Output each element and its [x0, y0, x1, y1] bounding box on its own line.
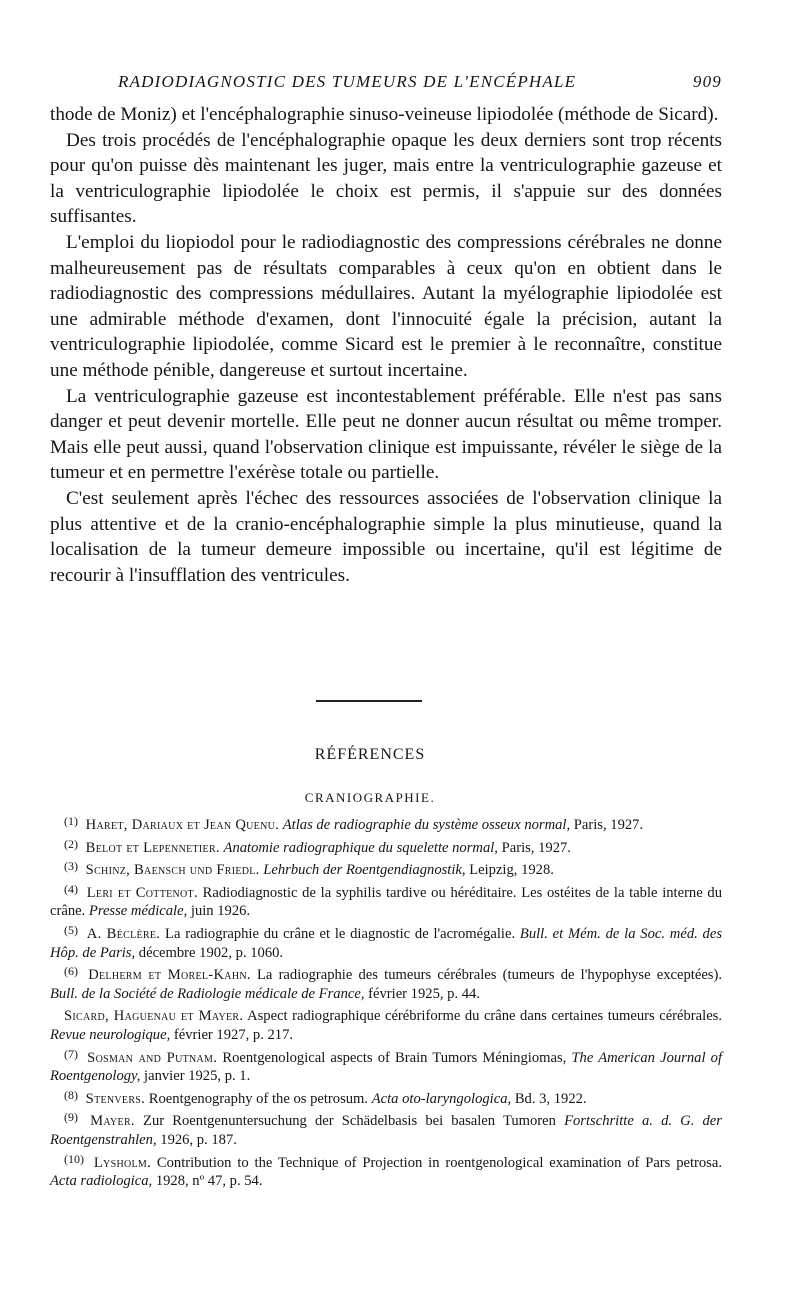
reference-authors: Sosman and Putnam.: [87, 1049, 218, 1066]
reference-number: (6): [64, 964, 78, 979]
reference-text: Roentgenography of the os petrosum.: [148, 1090, 369, 1107]
reference-item: [50, 816, 722, 835]
reference-text: La radiographie du crâne et le diagnostic de l'acromégalie.: [165, 925, 516, 942]
reference-authors: Stenvers.: [85, 1090, 146, 1107]
paragraph: C'est seulement après l'échec des ressources associées de l'observation clinique la plus attentive et de la cranio-encéphalographie simple la plus minutieuse, quand la localisation de la tumeur demeure impossible ou incertaine, qu'il est légitime de recourir à l'insufflation des ventricules.: [50, 487, 722, 586]
reference-item: [50, 966, 722, 1003]
reference-authors: Sicard, Haguenau et Mayer.: [64, 1008, 244, 1025]
reference-journal: Fortschritte a. d. G. der Roentgenstrahlen,: [50, 1113, 722, 1148]
reference-authors: Schinz, Baensch und Friedl.: [85, 862, 260, 879]
running-title: RADIODIAGNOSTIC DES TUMEURS DE L'ENCÉPHALE: [118, 72, 577, 91]
reference-authors: Delherm et Morel-Kahn.: [88, 967, 251, 984]
reference-number: (10): [64, 1151, 84, 1166]
reference-item: [50, 881, 722, 921]
paragraph: Des trois procédés de l'encéphalographie opaque les deux derniers sont trop récents pour qu'on puisse dès maintenant les juger, mais entre la ventriculographie gazeuse et la ventriculographie lipiodolée le choix est permis, il s'appuie sur des données suffisantes.: [50, 129, 722, 228]
body-text: [50, 102, 722, 588]
reference-authors: Belot et Lepennetier.: [85, 839, 220, 856]
reference-text: Paris, 1927.: [573, 817, 644, 833]
reference-title: Atlas de radiographie du système osseux normal,: [282, 817, 571, 833]
reference-item: [50, 1007, 722, 1044]
references-subtitle: CRANIOGRAPHIE.: [304, 790, 436, 805]
reference-details: février 1925, p. 44.: [368, 985, 480, 1002]
reference-item: [50, 1087, 722, 1109]
reference-item: [50, 922, 723, 962]
reference-journal: Acta oto-laryngologica,: [371, 1090, 512, 1107]
paragraph: L'emploi du liopiodol pour le radiodiagnostic des compressions cérébrales ne donne malheureusement pas de résultats comparables à ceux qu'on en obtient dans le radiodiagnostic des compressions médullaires. Autant la myélographie lipiodolée est une admirable méthode d'examen, dont l'innocuité égale la précision, autant la ventriculographie lipiodolée, comme Sicard est le premier à le reconnaître, constitue une méthode pénible, dangereuse et surtout incertaine.: [50, 231, 722, 381]
reference-item: [50, 836, 722, 858]
reference-text: Contribution to the Technique of Projection in roentgenological examination of Pars petrosa.: [156, 1154, 722, 1171]
reference-journal: Acta radiologica,: [50, 1173, 153, 1190]
references-list: [50, 816, 722, 1195]
reference-number: (9): [64, 1110, 78, 1125]
reference-item: [50, 1151, 722, 1191]
reference-number: (8): [64, 1087, 78, 1102]
reference-text: Aspect radiographique cérébriforme du crâne dans certaines tumeurs cérébrales.: [247, 1008, 723, 1025]
references-title: RÉFÉRENCES: [314, 746, 426, 763]
reference-text: Radiodiagnostic de la syphilis tardive ou héréditaire. Les ostéites de la table interne du crâne.: [50, 884, 722, 920]
page-number: 909: [692, 72, 722, 91]
reference-text: Zur Roentgenuntersuchung der Schädelbasis bei basalen Tumoren: [143, 1113, 556, 1130]
reference-journal: Presse médicale,: [88, 903, 188, 920]
reference-item: [50, 1046, 722, 1086]
reference-text: Paris, 1927.: [501, 839, 571, 856]
reference-authors: Haret, Dariaux et Jean Quenu.: [85, 817, 280, 833]
reference-number: (5): [64, 922, 78, 937]
reference-number: (3): [64, 859, 78, 874]
reference-journal: The American Journal of Roentgenology,: [50, 1049, 722, 1085]
reference-item: [50, 861, 722, 880]
reference-text: Roentgenological aspects of Brain Tumors Méningiomas,: [222, 1049, 567, 1066]
reference-journal: Bull. et Mém. de la Soc. méd. des Hôp. de Paris,: [50, 925, 723, 961]
paragraph: La ventriculographie gazeuse est incontestablement préférable. Elle n'est pas sans danger et peut devenir mortelle. Elle peut ne donner aucun résultat ou même tromper. Mais elle peut aussi, quand l'observation clinique est impuissante, révéler le siège de la tumeur et en permettre l'exérèse totale ou partielle.: [50, 385, 722, 484]
reference-authors: Lysholm.: [93, 1154, 152, 1171]
reference-details: 1928, nº 47, p. 54.: [155, 1173, 263, 1190]
reference-number: (1): [64, 814, 78, 828]
reference-item: [50, 1112, 722, 1149]
reference-authors: A. Béclère.: [86, 925, 161, 942]
reference-authors: Mayer.: [90, 1113, 135, 1130]
reference-authors: Leri et Cottenot.: [86, 884, 198, 901]
reference-journal: Revue neurologique,: [50, 1026, 171, 1043]
reference-journal: Bull. de la Société de Radiologie médicale de France,: [50, 985, 365, 1002]
reference-number: (4): [64, 881, 78, 896]
section-divider: [316, 700, 422, 702]
reference-text: La radiographie des tumeurs cérébrales (tumeurs de l'hypophyse exceptées).: [257, 967, 722, 984]
reference-number: (7): [64, 1046, 78, 1061]
reference-details: 1926, p. 187.: [160, 1131, 237, 1148]
reference-details: juin 1926.: [190, 903, 251, 920]
reference-details: février 1927, p. 217.: [173, 1026, 294, 1043]
reference-number: (2): [64, 836, 78, 851]
reference-text: Leipzig, 1928.: [469, 862, 554, 879]
reference-details: décembre 1902, p. 1060.: [138, 944, 284, 961]
reference-title: Lehrbuch der Roentgendiagnostik,: [263, 862, 466, 879]
running-header: [118, 72, 722, 92]
reference-details: janvier 1925, p. 1.: [144, 1068, 251, 1085]
reference-details: Bd. 3, 1922.: [514, 1090, 587, 1107]
reference-title: Anatomie radiographique du squelette normal,: [223, 839, 498, 856]
paragraph: thode de Moniz) et l'encéphalographie sinuso-veineuse lipiodolée (méthode de Sicard).: [50, 104, 719, 125]
